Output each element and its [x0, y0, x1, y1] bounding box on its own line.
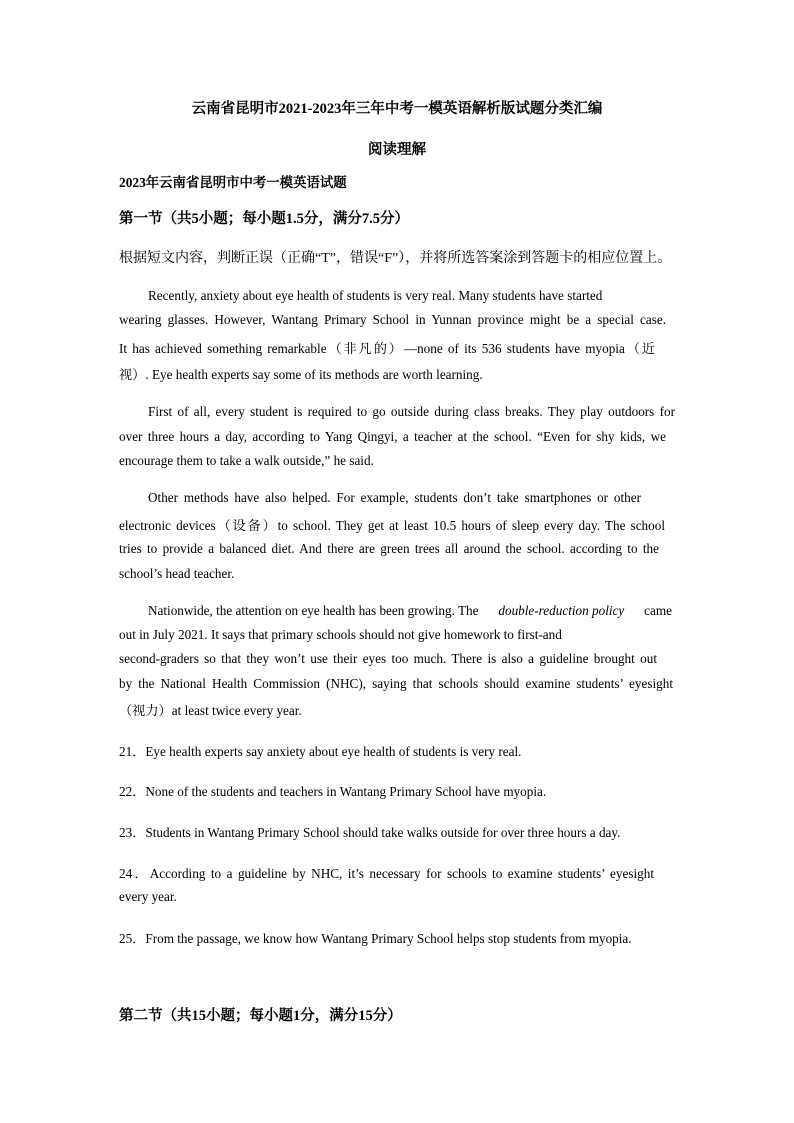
passage-p2-line: encourage them to take a walk outside,” he said. — [119, 453, 374, 468]
passage-p1-line: Recently, anxiety about eye health of students is very real. Many students have started — [148, 288, 603, 303]
document-title: 云南省昆明市2021-2023年三年中考一模英语解析版试题分类汇编 — [191, 101, 603, 117]
question-21: 21．Eye health experts say anxiety about eye health of students is very real. — [119, 744, 522, 759]
question-25: 25．From the passage, we know how Wantang Primary School helps stop students from myopia. — [119, 931, 632, 946]
section1-heading: 第一节（共5小题；每小题1.5分，满分7.5分） — [119, 211, 409, 227]
passage-p3-line: school’s head teacher. — [119, 566, 235, 581]
passage-p4-line: （视力）at least twice every year. — [119, 703, 302, 718]
question-24: 24．According to a guideline by NHC, it’s necessary for schools to examine students’ eyesight — [119, 866, 654, 881]
passage-p3-line: tries to provide a balanced diet. And there are green trees all around the school. according to the — [119, 541, 659, 556]
passage-p4-line: by the National Health Commission (NHC), saying that schools should examine students’ eyesight — [119, 676, 673, 691]
passage-p2-line: First of all, every student is required to go outside during class breaks. They play outdoors for — [148, 404, 675, 419]
question-22: 22．None of the students and teachers in Wantang Primary School have myopia. — [119, 784, 547, 799]
policy-name: double-reduction policy — [498, 603, 625, 618]
passage-p3-line: Other methods have also helped. For example, students don’t take smartphones or other — [148, 490, 641, 505]
passage-p4-text: Nationwide, the attention on eye health has been growing. The — [148, 603, 482, 618]
exam-title: 2023年云南省昆明市中考一模英语试题 — [119, 175, 347, 190]
section1-instruction: 根据短文内容，判断正误（正确“T”，错误“F”），并将所选答案涂到答题卡的相应位置上。 — [119, 251, 672, 266]
passage-p4-text: came — [640, 603, 672, 618]
passage-p1-line: wearing glasses. However, Wantang Primary School in Yunnan province might be a special case. — [119, 312, 666, 327]
question-24-continued: every year. — [119, 889, 177, 904]
passage-p1-line: 视）. Eye health experts say some of its methods are worth learning. — [119, 367, 483, 382]
section2-heading: 第二节（共15小题；每小题1分，满分15分） — [119, 1008, 402, 1024]
passage-p3-line: electronic devices（设备）to school. They get at least 10.5 hours of sleep every day. The school — [119, 518, 665, 533]
passage-p4-line: out in July 2021. It says that primary schools should not give homework to first-and — [119, 627, 562, 642]
passage-p4-line — [148, 603, 672, 619]
question-23: 23．Students in Wantang Primary School should take walks outside for over three hours a day. — [119, 825, 621, 840]
passage-p1-line: It has achieved something remarkable（非凡的）—none of its 536 students have myopia（近 — [119, 341, 655, 356]
document-subtitle: 阅读理解 — [368, 142, 426, 158]
passage-p2-line: over three hours a day, according to Yang Qingyi, a teacher at the school. “Even for shy kids, we — [119, 429, 666, 444]
passage-p4-line: second-graders so that they won’t use their eyes too much. There is also a guideline brought out — [119, 651, 657, 666]
